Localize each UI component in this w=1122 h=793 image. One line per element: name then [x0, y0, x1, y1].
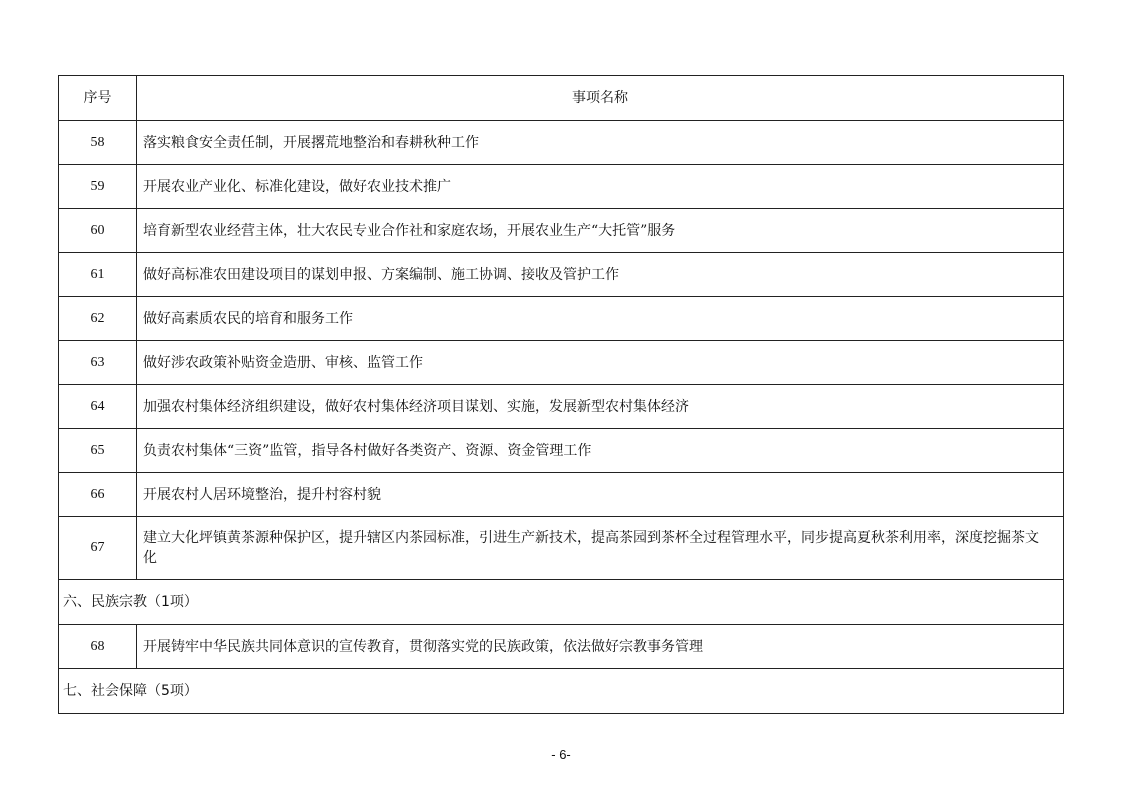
row-number: 65 — [59, 429, 137, 473]
row-item-name: 落实粮食安全责任制，开展撂荒地整治和春耕秋种工作 — [137, 121, 1064, 165]
table-row — [59, 297, 1064, 341]
row-number: 59 — [59, 165, 137, 209]
row-number: 67 — [59, 517, 137, 580]
items-table — [58, 75, 1064, 714]
row-number: 61 — [59, 253, 137, 297]
row-item-name: 建立大化坪镇黄茶源种保护区，提升辖区内茶园标准，引进生产新技术，提高茶园到茶杯全过程管理水平，同步提高夏秋茶利用率，深度挖掘茶文化 — [137, 517, 1064, 580]
table-row — [59, 625, 1064, 669]
row-item-name: 开展农业产业化、标准化建设，做好农业技术推广 — [137, 165, 1064, 209]
table-row — [59, 341, 1064, 385]
table-row — [59, 473, 1064, 517]
row-item-name: 做好涉农政策补贴资金造册、审核、监管工作 — [137, 341, 1064, 385]
table-row — [59, 253, 1064, 297]
section-title-ethnic-religion: 六、民族宗教（1项） — [59, 580, 1064, 625]
row-item-name: 开展农村人居环境整治，提升村容村貌 — [137, 473, 1064, 517]
table-header-row — [59, 76, 1064, 121]
row-number: 66 — [59, 473, 137, 517]
row-number: 68 — [59, 625, 137, 669]
header-name: 事项名称 — [137, 76, 1064, 121]
table-row — [59, 121, 1064, 165]
table-row — [59, 517, 1064, 580]
section-title-social-security: 七、社会保障（5项） — [59, 669, 1064, 714]
row-number: 63 — [59, 341, 137, 385]
row-item-name: 开展铸牢中华民族共同体意识的宣传教育，贯彻落实党的民族政策，依法做好宗教事务管理 — [137, 625, 1064, 669]
row-number: 64 — [59, 385, 137, 429]
section-header-row — [59, 669, 1064, 714]
section-header-row — [59, 580, 1064, 625]
table-row — [59, 429, 1064, 473]
row-number: 58 — [59, 121, 137, 165]
table-row — [59, 165, 1064, 209]
page-number: - 6- — [551, 747, 571, 762]
row-number: 62 — [59, 297, 137, 341]
row-item-name: 负责农村集体“三资”监管，指导各村做好各类资产、资源、资金管理工作 — [137, 429, 1064, 473]
row-item-name: 培育新型农业经营主体，壮大农民专业合作社和家庭农场，开展农业生产“大托管”服务 — [137, 209, 1064, 253]
table-row — [59, 209, 1064, 253]
row-item-name: 加强农村集体经济组织建设，做好农村集体经济项目谋划、实施，发展新型农村集体经济 — [137, 385, 1064, 429]
row-item-name: 做好高标准农田建设项目的谋划申报、方案编制、施工协调、接收及管护工作 — [137, 253, 1064, 297]
row-number: 60 — [59, 209, 137, 253]
header-no: 序号 — [59, 76, 137, 121]
row-item-name: 做好高素质农民的培育和服务工作 — [137, 297, 1064, 341]
table-row — [59, 385, 1064, 429]
